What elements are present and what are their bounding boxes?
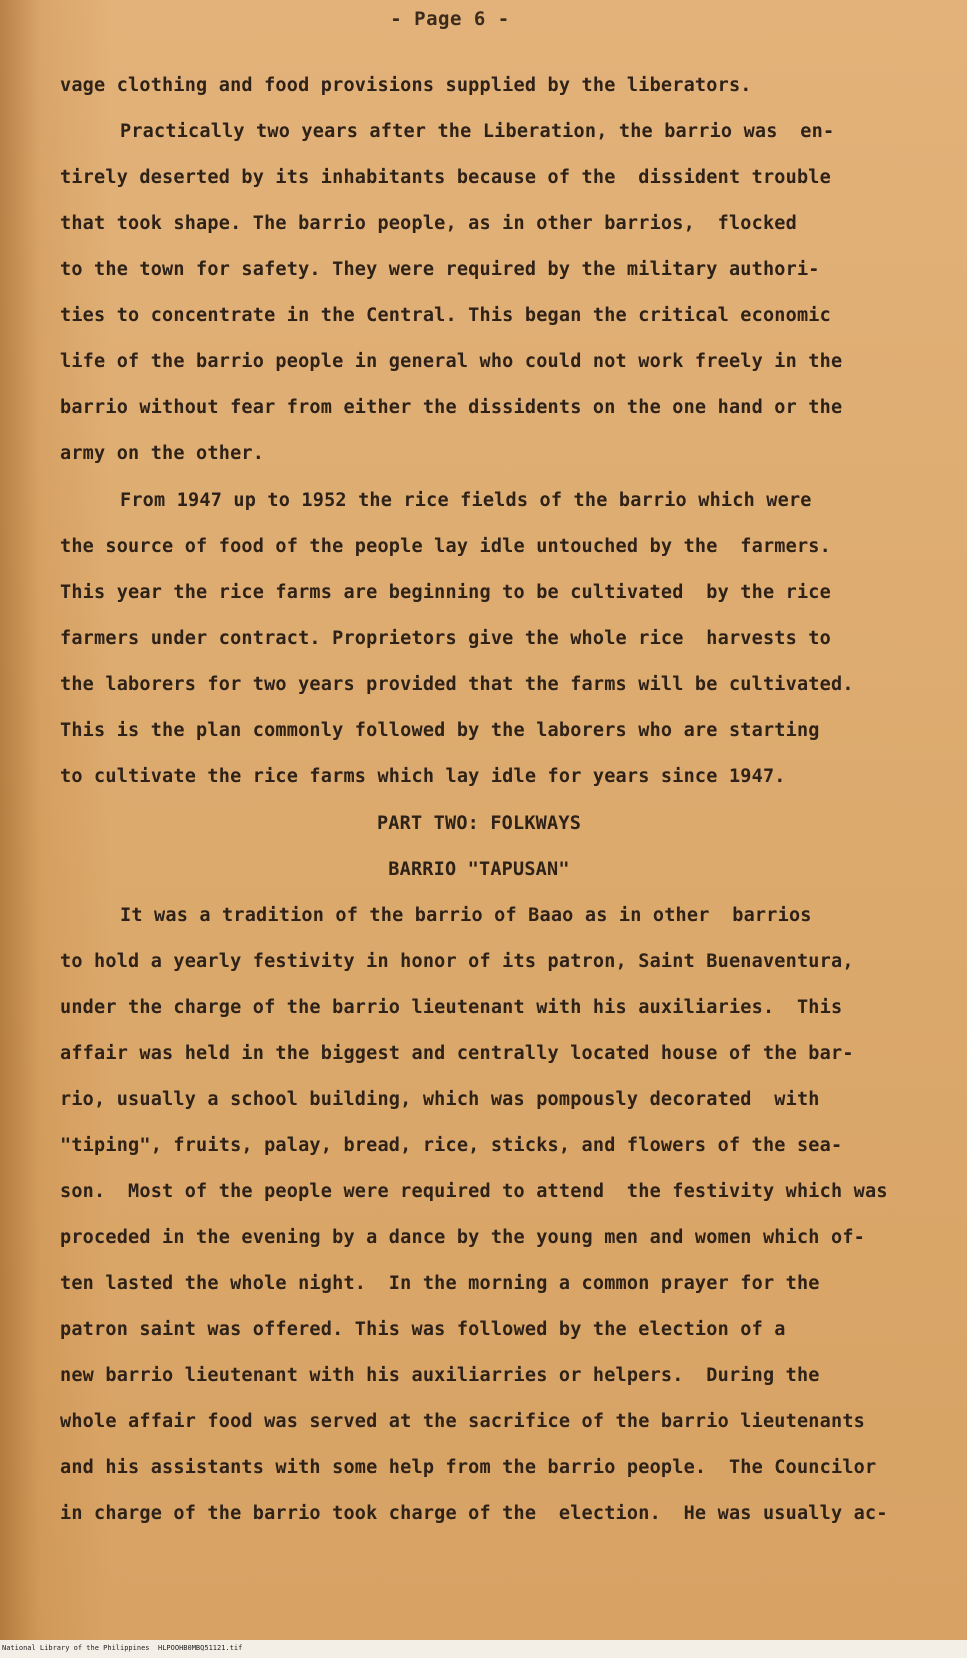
section-heading: PART TWO: FOLKWAYS [376, 813, 582, 834]
text-line: the laborers for two years provided that the farms will be cultivated. [60, 674, 854, 695]
text-line: This is the plan commonly followed by the laborers who are starting [60, 720, 820, 741]
text-line: to cultivate the rice farms which lay idle for years since 1947. [60, 766, 786, 787]
text-line: to hold a yearly festivity in honor of its patron, Saint Buenaventura, [60, 951, 854, 972]
text-line: This year the rice farms are beginning to be cultivated by the rice [60, 582, 831, 603]
text-line: life of the barrio people in general who could not work freely in the [60, 351, 843, 372]
footer-file-id: HLPOOHB0MBQ51121.tif [158, 1644, 243, 1652]
text-line: to the town for safety. They were required by the military authori- [60, 259, 820, 280]
text-line: the source of food of the people lay idle untouched by the farmers. [60, 536, 831, 557]
text-line: tirely deserted by its inhabitants because of the dissident trouble [60, 167, 831, 188]
text-line: "tiping", fruits, palay, bread, rice, sticks, and flowers of the sea- [60, 1135, 843, 1156]
page-number: - Page 6 - [390, 8, 510, 30]
text-line: whole affair food was served at the sacrifice of the barrio lieutenants [60, 1411, 865, 1432]
text-line: vage clothing and food provisions supplied by the liberators. [60, 75, 752, 96]
text-line: barrio without fear from either the dissidents on the one hand or the [60, 397, 843, 418]
text-line: ties to concentrate in the Central. This began the critical economic [60, 305, 831, 326]
footer-library: National Library of the Philippines [2, 1644, 150, 1652]
text-line: farmers under contract. Proprietors give the whole rice harvests to [60, 628, 831, 649]
text-line: proceded in the evening by a dance by the young men and women which of- [60, 1227, 865, 1248]
scan-footer [0, 1640, 967, 1658]
text-line: in charge of the barrio took charge of the election. He was usually ac- [60, 1503, 888, 1524]
text-line: under the charge of the barrio lieutenant with his auxiliaries. This [60, 997, 843, 1018]
text-line: and his assistants with some help from the barrio people. The Councilor [60, 1457, 877, 1478]
text-line: that took shape. The barrio people, as in other barrios, flocked [60, 213, 797, 234]
text-line: It was a tradition of the barrio of Baao as in other barrios [120, 905, 812, 926]
section-subheading: BARRIO "TAPUSAN" [388, 859, 570, 880]
text-line: new barrio lieutenant with his auxiliarries or helpers. During the [60, 1365, 820, 1386]
text-line: affair was held in the biggest and centrally located house of the bar- [60, 1043, 854, 1064]
text-line: From 1947 up to 1952 the rice fields of the barrio which were [120, 490, 812, 511]
text-line: Practically two years after the Liberation, the barrio was en- [120, 121, 835, 142]
text-line: army on the other. [60, 443, 265, 464]
text-line: rio, usually a school building, which was pompously decorated with [60, 1089, 820, 1110]
text-line: son. Most of the people were required to attend the festivity which was [60, 1181, 888, 1202]
text-line: patron saint was offered. This was followed by the election of a [60, 1319, 786, 1340]
text-line: ten lasted the whole night. In the morning a common prayer for the [60, 1273, 820, 1294]
